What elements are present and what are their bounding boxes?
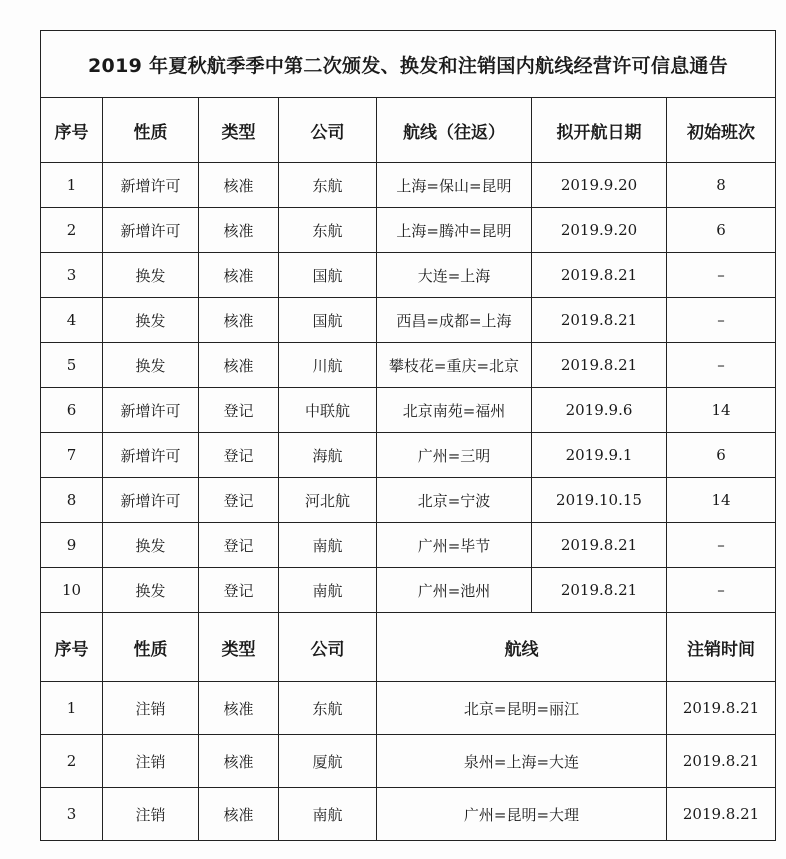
table-row: [41, 433, 776, 478]
table-cell: 2019.8.21: [532, 298, 667, 343]
table-cell: 河北航: [279, 478, 377, 523]
section1-header-cell: 航线（往返）: [377, 98, 532, 163]
table-cell: 新增许可: [103, 433, 199, 478]
table-cell: 6: [667, 433, 776, 478]
table-row: [41, 208, 776, 253]
section2-header-cell: 注销时间: [667, 613, 776, 682]
section1-header-cell: 初始班次: [667, 98, 776, 163]
table-row: [41, 523, 776, 568]
table-cell: 5: [41, 343, 103, 388]
table-cell: 广州=昆明=大理: [377, 788, 667, 841]
table-cell: 换发: [103, 298, 199, 343]
table-cell: 厦航: [279, 735, 377, 788]
table-cell: 核准: [199, 253, 279, 298]
table-cell: 海航: [279, 433, 377, 478]
table-cell: 北京南苑=福州: [377, 388, 532, 433]
table-cell: 南航: [279, 568, 377, 613]
table-cell: 广州=池州: [377, 568, 532, 613]
table-cell: 川航: [279, 343, 377, 388]
table-cell: 7: [41, 433, 103, 478]
table-cell: 8: [41, 478, 103, 523]
table-cell: 上海=腾冲=昆明: [377, 208, 532, 253]
section1-header-cell: 性质: [103, 98, 199, 163]
section1-header-cell: 序号: [41, 98, 103, 163]
section2-header-cell: 序号: [41, 613, 103, 682]
table-cell: 2019.9.20: [532, 208, 667, 253]
table-cell: 西昌=成都=上海: [377, 298, 532, 343]
table-cell: 中联航: [279, 388, 377, 433]
table-row: [41, 478, 776, 523]
table-cell: 2019.8.21: [532, 523, 667, 568]
table-row: [41, 735, 776, 788]
table-cell: 3: [41, 788, 103, 841]
table-row: [41, 163, 776, 208]
table-cell: 8: [667, 163, 776, 208]
section1-header-row: [41, 98, 776, 163]
table-cell: 6: [667, 208, 776, 253]
notice-document: [40, 30, 775, 835]
table-cell: 登记: [199, 478, 279, 523]
section1-header-cell: 拟开航日期: [532, 98, 667, 163]
table-cell: 南航: [279, 523, 377, 568]
table-cell: 核准: [199, 788, 279, 841]
table-cell: 核准: [199, 208, 279, 253]
table-cell: 核准: [199, 682, 279, 735]
table-cell: 新增许可: [103, 208, 199, 253]
table-row: [41, 253, 776, 298]
route-license-table: [40, 30, 776, 841]
table-cell: 登记: [199, 388, 279, 433]
table-cell: 大连=上海: [377, 253, 532, 298]
table-cell: 2019.10.15: [532, 478, 667, 523]
table-cell: 2019.9.6: [532, 388, 667, 433]
table-cell: 泉州=上海=大连: [377, 735, 667, 788]
table-cell: 2019.8.21: [667, 682, 776, 735]
table-cell: 核准: [199, 735, 279, 788]
table-cell: 广州=毕节: [377, 523, 532, 568]
table-row: [41, 568, 776, 613]
table-cell: 3: [41, 253, 103, 298]
table-cell: 2019.9.1: [532, 433, 667, 478]
table-cell: 换发: [103, 568, 199, 613]
table-cell: 东航: [279, 163, 377, 208]
table-cell: 新增许可: [103, 163, 199, 208]
table-cell: 注销: [103, 682, 199, 735]
table-cell: 9: [41, 523, 103, 568]
table-cell: 6: [41, 388, 103, 433]
table-cell: 换发: [103, 253, 199, 298]
table-cell: 14: [667, 388, 776, 433]
table-row: [41, 682, 776, 735]
table-cell: 登记: [199, 523, 279, 568]
table-cell: 换发: [103, 523, 199, 568]
table-cell: 注销: [103, 735, 199, 788]
table-cell: 2019.9.20: [532, 163, 667, 208]
table-row: [41, 298, 776, 343]
table-cell: –: [667, 253, 776, 298]
table-row: [41, 388, 776, 433]
table-cell: 东航: [279, 682, 377, 735]
table-cell: 上海=保山=昆明: [377, 163, 532, 208]
table-cell: 核准: [199, 343, 279, 388]
table-cell: 登记: [199, 433, 279, 478]
table-cell: 北京=宁波: [377, 478, 532, 523]
table-cell: 国航: [279, 253, 377, 298]
table-cell: 注销: [103, 788, 199, 841]
document-title: 2019 年夏秋航季季中第二次颁发、换发和注销国内航线经营许可信息通告: [41, 31, 776, 98]
table-cell: 新增许可: [103, 388, 199, 433]
table-cell: 广州=三明: [377, 433, 532, 478]
table-cell: –: [667, 298, 776, 343]
section2-header-cell: 类型: [199, 613, 279, 682]
table-cell: 2019.8.21: [532, 568, 667, 613]
table-cell: 2019.8.21: [667, 788, 776, 841]
table-cell: 北京=昆明=丽江: [377, 682, 667, 735]
table-cell: 登记: [199, 568, 279, 613]
table-cell: 2019.8.21: [667, 735, 776, 788]
table-row: [41, 788, 776, 841]
table-cell: 国航: [279, 298, 377, 343]
table-cell: 换发: [103, 343, 199, 388]
table-cell: 东航: [279, 208, 377, 253]
section2-header-cell: 公司: [279, 613, 377, 682]
table-cell: 10: [41, 568, 103, 613]
table-cell: 4: [41, 298, 103, 343]
table-cell: 2019.8.21: [532, 253, 667, 298]
table-cell: –: [667, 343, 776, 388]
table-row: [41, 343, 776, 388]
table-cell: –: [667, 523, 776, 568]
section2-header-cell: 航线: [377, 613, 667, 682]
table-cell: 2: [41, 208, 103, 253]
table-cell: –: [667, 568, 776, 613]
table-cell: 2019.8.21: [532, 343, 667, 388]
section1-header-cell: 公司: [279, 98, 377, 163]
title-row: [41, 31, 776, 98]
table-cell: 攀枝花=重庆=北京: [377, 343, 532, 388]
section2-header-cell: 性质: [103, 613, 199, 682]
table-cell: 1: [41, 163, 103, 208]
section1-header-cell: 类型: [199, 98, 279, 163]
table-cell: 14: [667, 478, 776, 523]
section2-header-row: [41, 613, 776, 682]
table-cell: 核准: [199, 298, 279, 343]
table-cell: 2: [41, 735, 103, 788]
table-cell: 核准: [199, 163, 279, 208]
table-cell: 新增许可: [103, 478, 199, 523]
table-cell: 南航: [279, 788, 377, 841]
table-cell: 1: [41, 682, 103, 735]
